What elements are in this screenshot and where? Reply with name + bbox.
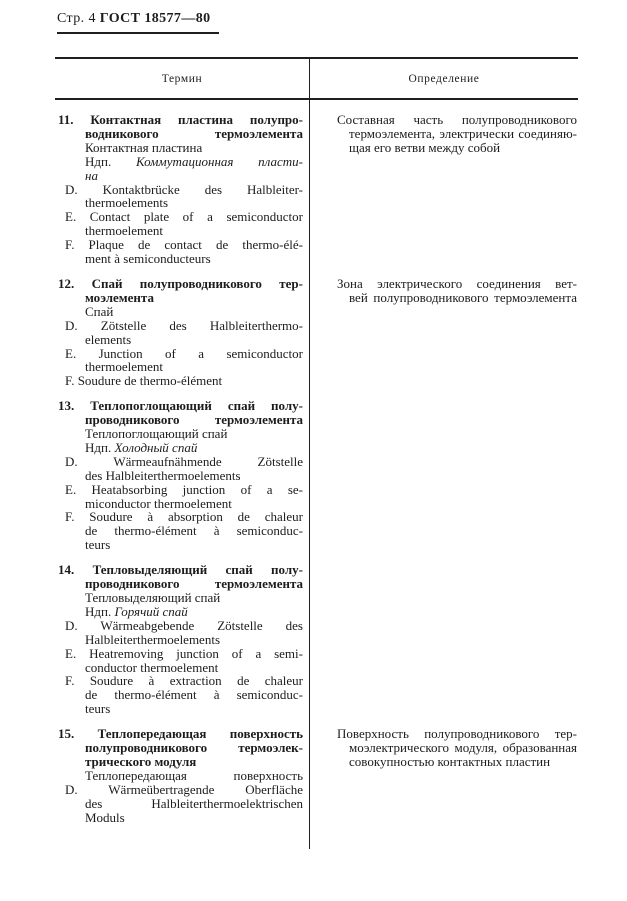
term-cell [55,727,310,835]
term-cell [55,399,310,563]
line-text: Kontaktbrücke des Halbleiter- [102,181,304,197]
term-line [58,661,303,675]
term-line [58,688,303,702]
line-prefix: D. [65,453,114,469]
definition-line [322,127,577,141]
line-text: des Halbleiterthermoelements [85,467,241,483]
line-text: Zötstelle des Halbleiterthermo- [100,317,303,333]
table-row-entry-12 [55,277,578,399]
line-text: Wärmeaufnähmende Zötstelle [113,453,304,469]
term-line [58,577,303,591]
line-text: Тепловыделяющий спай [85,590,221,605]
line-text: Спай полупроводникового тер- [91,275,303,291]
line-prefix: F. [65,237,89,253]
term-line [58,741,303,755]
table-header-row [55,57,578,100]
term-line [58,674,303,688]
term-line [58,783,303,797]
line-text: трического модуля [85,753,197,769]
line-prefix: E. [65,481,92,497]
line-text: teurs [85,701,111,717]
table-row-entry-15 [55,727,578,835]
term-line [58,483,303,497]
term-line [58,374,303,388]
line-text: Heatabsorbing junction of a se- [91,481,303,497]
line-text: Составная часть полупроводникового [337,112,577,127]
term-line [58,399,303,413]
line-prefix: Ндп. [85,153,136,169]
term-line [58,619,303,633]
term-line [58,727,303,741]
line-text: Soudure de thermo-élément [77,373,223,389]
line-text: ment à semiconducteurs [85,251,211,267]
line-text: Теплопередающая поверхность [85,767,303,783]
term-line [58,155,303,169]
term-line [58,755,303,769]
term-cell [55,563,310,727]
term-line [58,224,303,238]
term-cell [55,100,310,277]
term-line [58,605,303,619]
definition-cell [310,836,578,849]
term-line [58,469,303,483]
line-text: thermoelements [85,195,169,211]
line-text: de thermo-élément à semiconduc- [85,523,303,539]
line-prefix: E. [65,209,90,225]
line-text: Heatremoving junction of a semi- [89,645,303,661]
line-text: Поверхность полупроводникового тер- [337,726,577,742]
term-cell [55,836,310,849]
term-line [58,797,303,811]
definition-line [322,277,577,291]
line-text: Горячий спай [114,603,188,619]
line-text: моэлемента [85,289,154,305]
term-line [58,647,303,661]
line-text: Контактная пластина полупро- [90,112,303,127]
terms-table [55,57,578,849]
term-line [58,319,303,333]
definition-cell [310,727,578,835]
line-prefix: D. [65,617,101,633]
term-cell [55,277,310,399]
term-line [58,702,303,716]
line-text: Коммутационная пласти- [135,153,303,169]
definition-line [322,727,577,741]
line-prefix: E. [65,345,99,361]
term-line [58,210,303,224]
term-line [58,141,303,155]
term-line [58,510,303,524]
line-prefix: 14. [58,562,93,578]
table-body [55,100,578,849]
term-line [58,538,303,552]
line-text: Холодный спай [114,439,198,455]
table-row-entry-14 [55,563,578,727]
page-number-label: Стр. 4 [57,11,96,26]
line-text: thermoelement [85,359,163,375]
definition-line [322,741,577,755]
line-text: термоэлемента, электрически соединяю- [349,125,577,141]
line-text: Теплопоглощающий спай [85,426,228,442]
line-text: thermoelement [85,223,163,239]
definition-line [322,113,577,127]
term-line [58,360,303,374]
line-prefix: D. [65,317,101,333]
line-prefix: F. [65,509,90,525]
line-text: Wärmeabgebende Zötstelle des [100,617,303,633]
line-prefix: E. [65,645,90,661]
term-line [58,238,303,252]
line-text: Contact plate of a semiconductor [89,209,303,225]
line-text: проводникового термоэлемента [85,576,303,592]
term-line [58,455,303,469]
line-prefix: Ндп. [85,603,115,619]
definition-cell [310,399,578,563]
line-text: Контактная пластина [85,139,203,155]
line-prefix: 15. [58,726,98,742]
term-line [58,196,303,210]
definition-line [322,291,577,305]
line-text: elements [85,331,132,347]
line-text: Moduls [85,809,125,825]
line-text: Plaque de contact de thermo-élé- [88,237,303,253]
column-header-term: Термин [55,59,310,98]
line-text: Junction of a semiconductor [98,345,303,361]
table-row-entry-13 [55,399,578,563]
term-line [58,347,303,361]
term-line [58,277,303,291]
line-text: Тепловыделяющий спай полу- [92,562,303,578]
line-text: Теплопередающая поверхность [97,726,304,742]
definition-cell [310,100,578,277]
line-prefix: 12. [58,275,92,291]
term-line [58,291,303,305]
term-line [58,441,303,455]
line-text: Soudure à absorption de chaleur [89,509,303,525]
line-text: Halbleiterthermoelements [85,631,221,647]
term-line [58,633,303,647]
term-line [58,127,303,141]
table-row-spacer [55,836,578,849]
term-line [58,427,303,441]
line-prefix: Ндп. [85,439,115,455]
definition-line [322,141,577,155]
line-text: на [85,167,98,183]
line-text: Теплопоглощающий спай полу- [90,398,303,414]
page-header [57,11,219,34]
term-line [58,413,303,427]
term-line [58,769,303,783]
term-line [58,169,303,183]
definition-cell [310,277,578,399]
term-line [58,305,303,319]
line-prefix: F. [65,673,90,689]
definition-cell [310,563,578,727]
line-text: Спай [85,303,114,319]
term-line [58,252,303,266]
table-row-entry-11 [55,100,578,277]
term-line [58,333,303,347]
term-line [58,563,303,577]
line-prefix: 11. [58,112,91,127]
line-text: водникового термоэлемента [85,125,303,141]
line-text: моэлектрического модуля, образованная [349,740,577,756]
term-line [58,183,303,197]
line-text: Soudure à extraction de chaleur [89,673,303,689]
line-text: des Halbleiterthermoelektrischen [85,795,303,811]
line-text: совокупностью контактных пластин [349,753,551,769]
line-prefix: 13. [58,398,91,414]
line-text: Wärmeübertragende Oberfläche [108,781,303,797]
doc-number-label: ГОСТ 18577—80 [99,11,211,26]
definition-line [322,755,577,769]
term-line [58,591,303,605]
line-prefix: D. [65,781,109,797]
line-text: вей полупроводникового термоэлемента [349,289,577,305]
line-text: conductor thermoelement [85,659,219,675]
line-prefix: D. [65,181,103,197]
line-text: Зона электрического соединения вет- [337,275,577,291]
term-line [58,811,303,825]
term-line [58,524,303,538]
term-line [58,113,303,127]
line-prefix: F. [65,373,78,389]
line-text: щая его ветви между собой [349,139,501,155]
line-text: teurs [85,537,111,553]
line-text: проводникового термоэлемента [85,412,303,428]
column-header-definition: Определение [408,73,480,85]
line-text: de thermo-élément à semiconduc- [85,687,303,703]
line-text: полупроводникового термоэлек- [85,740,303,756]
line-text: miconductor thermoelement [85,495,232,511]
term-line [58,497,303,511]
